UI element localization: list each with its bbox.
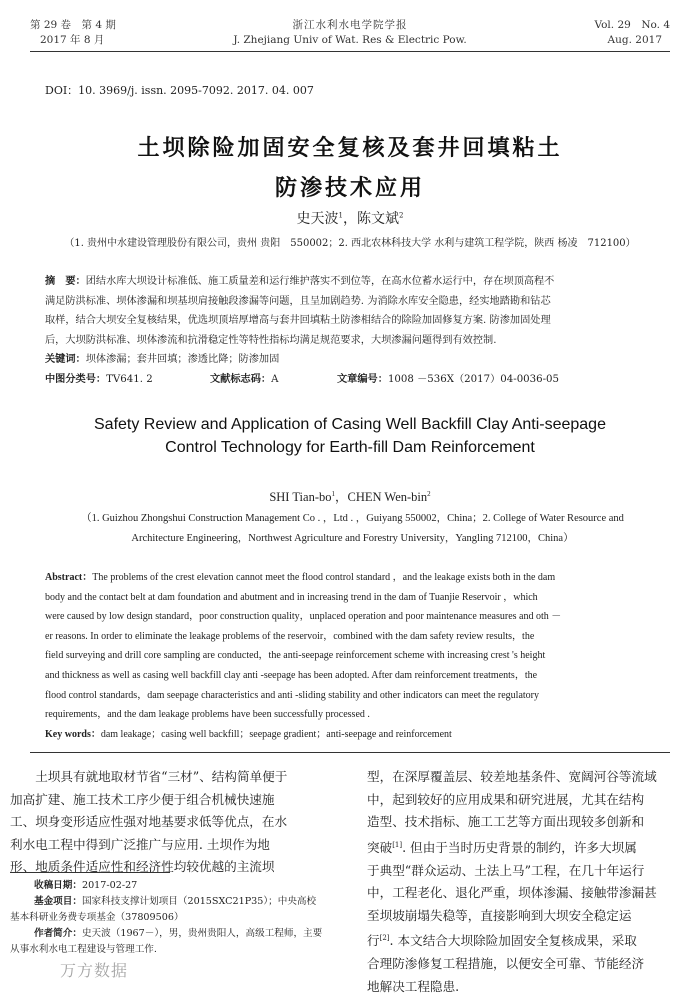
abstract-cn-line: 取样，结合大坝安全复核结果，优选坝顶培厚增高与套井回填粘土防渗相结合的除险加固修复方案. 防渗加固处理 [45,315,551,326]
doi: DOI：10. 3969/j. issn. 2095-7092. 2017. 04. 007 [45,84,314,97]
body-line: 突破[1]. 但由于当时历史背景的制约，许多大坝属 [367,839,637,855]
body-line: 形、地质条件适应性和经济性均较优越的主流坝 [10,859,275,875]
abstract-cn-line: 摘 要：团结水库大坝设计标准低、施工质量差和运行维护落实不到位等，在高水位蓄水运行中，存在坝顶高程不 [45,276,555,287]
body-column-left [10,766,340,879]
abstract-en-line: field surveying and drill core sampling are conducted，the anti-seepage reinforcement scheme with increasing crest 's height [45,650,546,662]
abstract-en-line: were caused by low design standard，poor construction quality，unplaced operation and poor maintenance measures and oth － [45,611,562,623]
received-date: 收稿日期：2017-02-27 [34,880,138,891]
author-bio-cont: 从事水利水电工程建设与管理工作. [10,944,157,955]
author-en-1-mark: 1 [331,489,335,498]
body-line: 中，起到较好的应用成果和研究进展，尤其在结构 [367,791,645,807]
footnotes [10,878,340,958]
doc-code-label: 文献标志码： [210,373,272,385]
author-cn-1: 史天波 [296,211,339,227]
abstract-en-line: requirements，and the dam leakage problems have been successfully processed . [45,709,370,721]
header-journal-en: J. Zhejiang Univ of Wat. Res & Electric Pow. [233,34,467,46]
body-line: 造型、技术指标、施工工艺等方面出现较多创新和 [367,814,645,830]
article-number: 1008 －536X（2017）04-0036-05 [387,373,560,385]
body-line: 于典型“群众运动、土法上马”工程，在几十年运行 [367,862,645,878]
body-line: 行[2]. 本文结合大坝除险加固安全复核成果，采取 [367,933,637,949]
body-line: 合理防渗修复工程措施，以便安全可靠、节能经济 [367,956,645,972]
title-en-line-2: Control Technology for Earth-fill Dam Reinforcement [165,439,535,456]
clc-number: TV641. 2 [106,373,153,385]
body-line: 中，工程老化、退化严重，坝体渗漏、接触带渗漏甚 [367,885,657,901]
author-en-2: CHEN Wen-bin [347,490,428,504]
abstract-cn-line: 满足防洪标准、坝体渗漏和坝基坝肩接触段渗漏等问题，且呈加剧趋势. 为消除水库安全隐患，经实地踏勘和钻芯 [45,295,551,307]
body-line: 加高扩建、施工技术工序少便于组合机械快速施 [10,791,275,807]
abstract-cn-line: 后，大坝防洪标准、坝体渗流和抗滑稳定性等特性指标均满足规范要求，大坝渗漏问题得到有效控制. [45,334,497,346]
affiliation-en-line: （1. Guizhou Zhongshui Construction Management Co . ，Ltd . ，Guiyang 550002，China；2. College of Water Resource and [81,513,624,524]
doc-code: A [271,373,279,385]
keywords-en-label: Key words： [45,728,101,740]
abstract-cn [45,272,665,389]
clc-label: 中图分类号： [45,373,107,385]
author-cn-separator: ， [343,211,357,227]
authors-en [0,487,700,505]
title-cn-line-1: 土坝除险加固安全复核及套井回填粘土 [137,136,563,161]
body-column-right [367,766,689,998]
abstract-en-label: Abstract： [45,572,93,583]
footnote-rule [10,872,170,873]
authors-cn [0,208,700,228]
author-cn-2-mark: 2 [399,211,404,220]
watermark: 万方数据 [60,961,129,980]
body-line: 利水电工程中得到广泛推广与应用. 土坝作为地 [10,836,270,852]
abstract-en-line: Abstract：The problems of the crest elevation cannot meet the flood control standard ，and the leakage exists both in the dam [45,572,556,583]
header-date-en: Aug. 2017 [607,34,662,46]
abstract-en [45,568,665,744]
article-number-label: 文章编号： [337,373,388,385]
abstract-en-line: body and the contact belt at dam foundation and abutment and in increasing trend in the dam of Tuanjie Reservoir ，which [45,591,538,603]
title-en-line-1: Safety Review and Application of Casing Well Backfill Clay Anti-seepage [94,416,606,433]
author-en-1: SHI Tian-bo [269,490,332,504]
abstract-en-line: flood control standards，dam seepage characteristics and anti -sliding stability and other indicators can meet the regulatory [45,689,540,701]
keywords-en: Key words：dam leakage；casing well backfill；seepage gradient；anti-seepage and reinforcement [45,728,452,740]
header-journal-cn: 浙江水利水电学院学报 [292,19,408,31]
affiliation-en-line: Architecture Engineering，Northwest Agriculture and Forestry University，Yangling 712100，China） [131,532,574,544]
body-line: 至坝坡崩塌失稳等，直接影响到大坝安全稳定运 [367,907,632,923]
author-cn-2: 陈文斌 [357,211,399,227]
abstract-en-line: er reasons. In order to eliminate the leakage problems of the reservoir，combined with the dam safety review results，the [45,630,535,642]
body-line: 型，在深厚覆盖层、较差地基条件、宽阔河谷等流域 [367,769,657,784]
body-line: 工、坝身变形适应性强对地基要求低等优点，在水 [10,814,288,830]
fund-project-cont: 基本科研业务费专项基金（37809506） [10,912,184,923]
body-line: 地解决工程隐患. [367,978,460,994]
author-en-separator: ， [334,490,348,504]
abstract-cn-label: 摘 要： [45,276,86,287]
keywords-cn: 关键词：坝体渗漏；套井回填；渗透比降；防渗加固 [45,354,280,365]
affiliation-cn: （1. 贵州中水建设管理股份有限公司，贵州 贵阳 550002；2. 西北农林科技大学 水利与建筑工程学院，陕西 杨凌 712100） [64,238,636,249]
header-rule [30,51,670,52]
abstract-en-line: and thickness as well as casing well backfill clay anti -seepage has been adopted. After dam reinforcement treatments，the [45,669,538,681]
keywords-cn-label: 关键词： [45,354,86,365]
body-line: 土坝具有就地取材节省“三材”、结构简单便于 [10,769,288,784]
abstract-rule [30,752,670,753]
header-volume-cn: 第 29 卷 第 4 期 [30,19,116,31]
author-cn-1-mark: 1 [338,211,343,220]
fund-project: 基金项目：国家科技支撑计划项目（2015SXC21P35）；中央高校 [34,896,317,907]
author-bio: 作者简介：史天波（1967－），男，贵州贵阳人，高级工程师，主要 [34,928,323,939]
header-volume-en: Vol. 29 No. 4 [594,19,670,31]
classification-line [45,370,665,390]
affiliation-en [45,509,660,548]
author-en-2-mark: 2 [427,489,431,498]
header-date-cn: 2017 年 8 月 [40,34,105,46]
title-cn-line-2: 防渗技术应用 [274,176,425,201]
